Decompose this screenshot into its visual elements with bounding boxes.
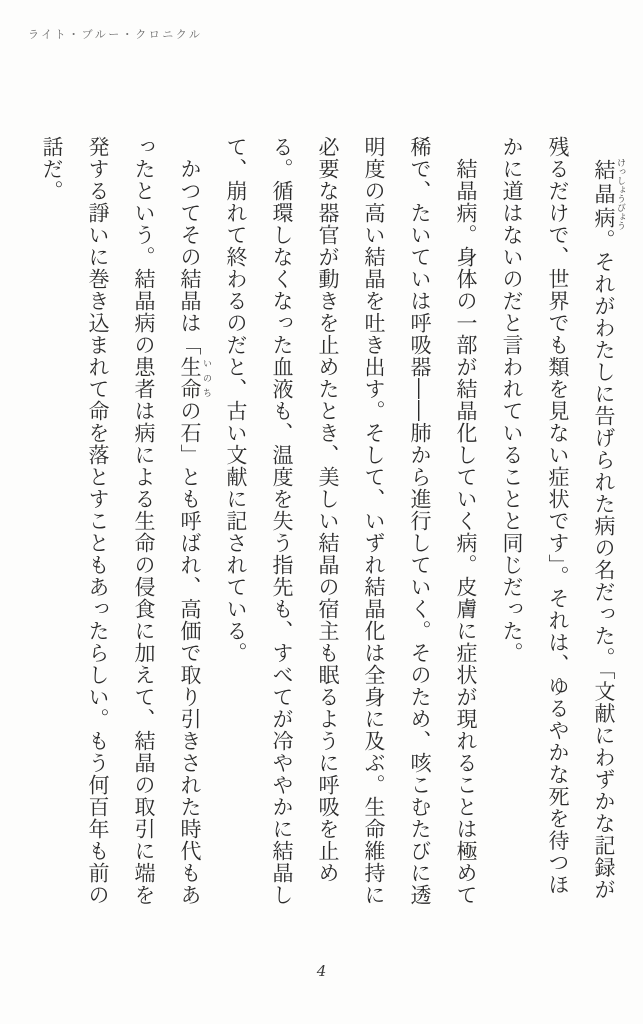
paragraph-3 (29, 136, 213, 908)
furigana: いのち (201, 356, 211, 400)
ruby-inochi (178, 356, 211, 400)
paragraph-3-lead: かつてその結晶は「 (178, 158, 202, 356)
ruby-base: 結晶病 (592, 158, 616, 230)
page-number: 4 (316, 962, 327, 980)
ruby-base: 生命 (178, 356, 202, 400)
paragraph-1 (489, 136, 627, 908)
paragraph-1-text: 。それがわたしに告げられた病の名だった。「文献にわずかな記録が残るだけで、世界でも類を見ない症状です」。それは、ゆるやかな死を待つほかに道はないのだと言われていることと同じだった。 (500, 136, 616, 901)
furigana: けっしょうびょう (615, 158, 625, 230)
text-body (29, 136, 627, 908)
paragraph-3-text: の石」とも呼ばれ、高価で取り引きされた時代もあったという。結晶病の患者は病による生命の侵食に加えて、結晶の取引に端を発する諍いに巻き込まれて命を落とすこともあったらしい。もう何百年も前の話だ。 (40, 136, 202, 906)
paragraph-2: 結晶病。身体の一部が結晶化していく病。皮膚に症状が現れることは極めて稀で、たいていは呼吸器――肺から進行していく。そのため、咳こむたびに透明度の高い結晶を吐き出す。そして、いずれ結晶化は全身に及ぶ。生命維持に必要な器官が動きを止めたとき、美しい結晶の宿主も眠るように呼吸を止める。循環しなくなった血液も、温度を失う指先も、すべてが冷ややかに結晶して、崩れて終わるのだと、古い文献に記されている。 (224, 136, 478, 906)
running-title: ライト・ブルー・クロニクル (28, 28, 203, 41)
ruby-kesshoubyou (592, 158, 625, 230)
